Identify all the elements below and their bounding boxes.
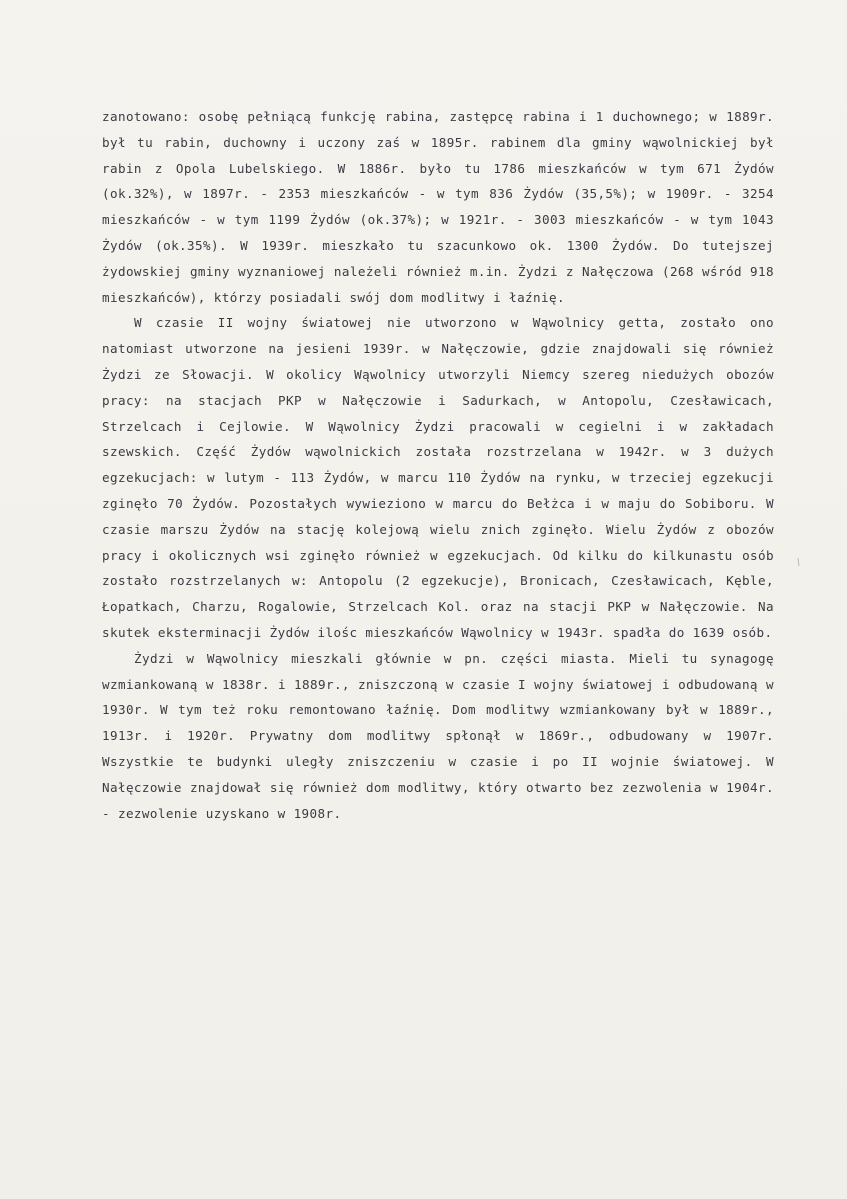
document-body [102,104,774,826]
paragraph-1: zanotowano: osobę pełniącą funkcję rabina, zastępcę rabina i 1 duchownego; w 1889r. był tu rabin, duchowny i uczony zaś w 1895r. rabinem dla gminy wąwolnickiej był rabin z Opola Lubelskiego. W 1886r. było tu 1786 mieszkańców w tym 671 Żydów (ok.32%), w 1897r. - 2353 mieszkańców - w tym 836 Żydów (35,5%); w 1909r. - 3254 mieszkańców - w tym 1199 Żydów (ok.37%); w 1921r. - 3003 mieszkańców - w tym 1043 Żydów (ok.35%). W 1939r. mieszkało tu szacunkowo ok. 1300 Żydów. Do tutejszej żydowskiej gminy wyznaniowej należeli również m.in. Żydzi z Nałęczowa (268 wśród 918 mieszkańców), którzy posiadali swój dom modlitwy i łaźnię. [102,109,774,305]
paragraph-3: Żydzi w Wąwolnicy mieszkali głównie w pn. części miasta. Mieli tu synagogę wzmiankowaną w 1838r. i 1889r., zniszczoną w czasie I wojny światowej i odbudowaną w 1930r. W tym też roku remontowano łaźnię. Dom modlitwy wzmiankowany był w 1889r., 1913r. i 1920r. Prywatny dom modlitwy spłonął w 1869r., odbudowany w 1907r. Wszystkie te budynki uległy zniszczeniu w czasie i po II wojnie światowej. W Nałęczowie znajdował się również dom modlitwy, który otwarto bez zezwolenia w 1904r. - zezwolenie uzyskano w 1908r. [102,650,774,821]
paragraph-2: W czasie II wojny światowej nie utworzono w Wąwolnicy getta, zostało ono natomiast utworzone na jesieni 1939r. w Nałęczowie, gdzie znajdowali się również Żydzi ze Słowacji. W okolicy Wąwolnicy utworzyli Niemcy szereg niedużych obozów pracy: na stacjach PKP w Nałęczowie i Sadurkach, w Antopolu, Czesławicach, Strzelcach i Cejlowie. W Wąwolnicy Żydzi pracowali w cegielni i w zakładach szewskich. Część Żydów wąwolnickich została rozstrzelana w 1942r. w 3 dużych egzekucjach: w lutym - 113 Żydów, w marcu 110 Żydów na rynku, w trzeciej egzekucji zginęło 70 Żydów. Pozostałych wywieziono w marcu do Bełżca i w maju do Sobiboru. W czasie marszu Żydów na stację kolejową wielu znich zginęło. Wielu Żydów z obozów pracy i okolicznych wsi zginęło również w egzekucjach. Od kilku do kilkunastu osób zostało rozstrzelanych w: Antopolu (2 egzekucje), Bronicach, Czesławicach, Kęble, Łopatkach, Charzu, Rogalowie, Strzelcach Kol. oraz na stacji PKP w Nałęczowie. Na skutek eksterminacji Żydów ilośc mieszkańców Wąwolnicy w 1943r. spadła do 1639 osób. [102,315,774,640]
scan-mark [798,558,799,566]
